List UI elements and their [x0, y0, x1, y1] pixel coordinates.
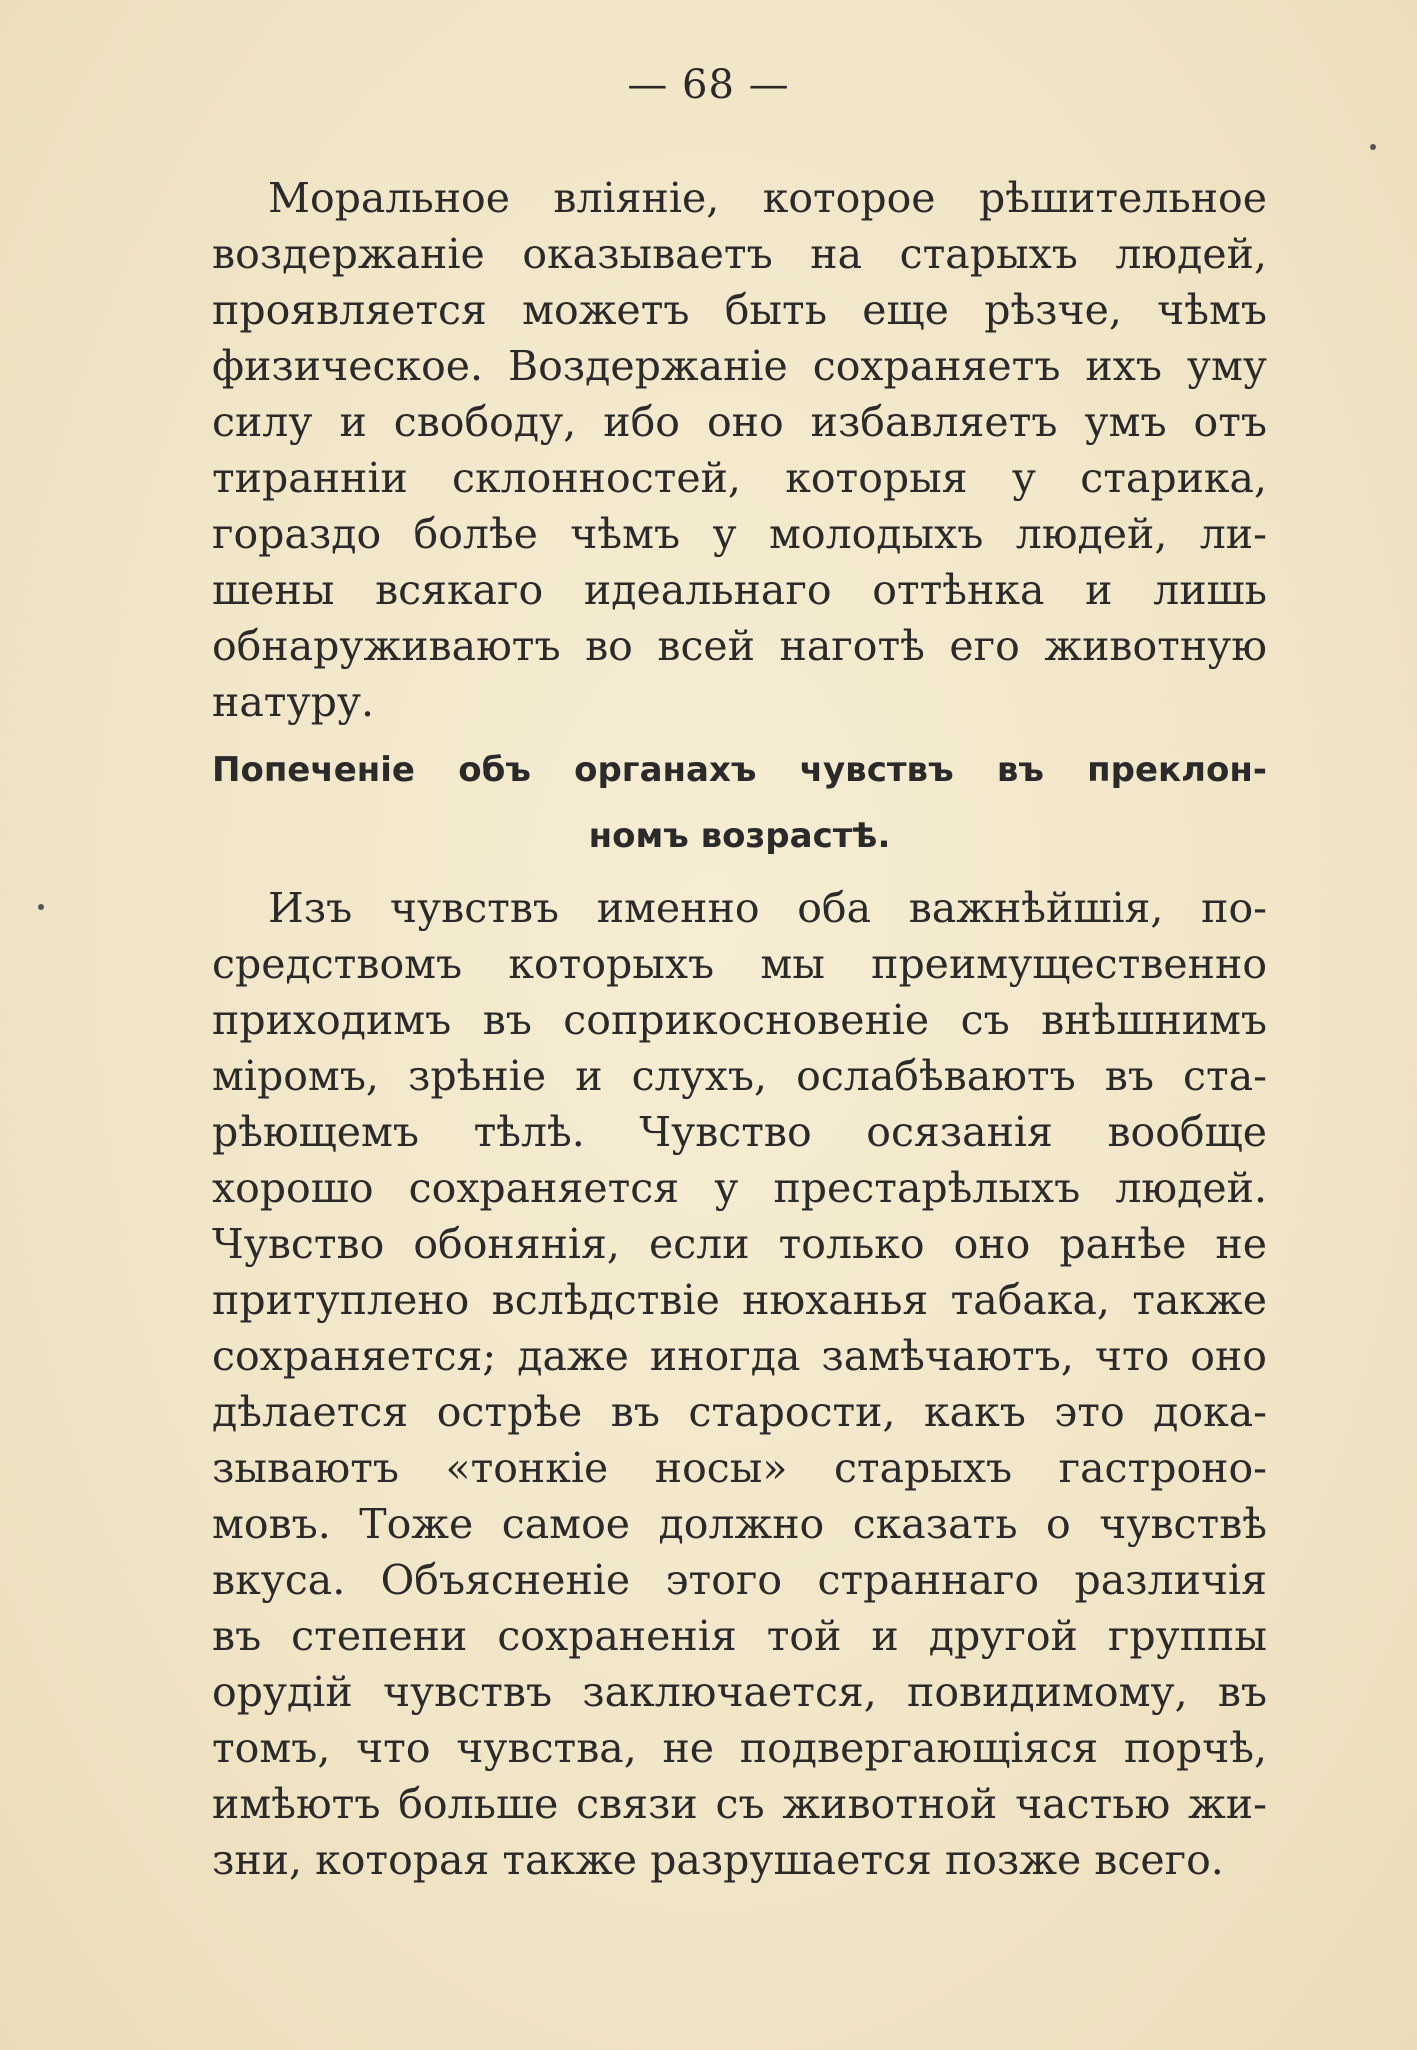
ink-speck [1370, 144, 1376, 150]
text-line: Чувство обонянія, если только оно ранѣе не [212, 1220, 1267, 1268]
text-line: сохраняется; даже иногда замѣчаютъ, что оно [212, 1332, 1267, 1380]
text-line: Изъ чувствъ именно оба важнѣйшія, по- [268, 884, 1267, 932]
text-line: мовъ. Тоже самое должно сказать о чувствѣ [212, 1500, 1267, 1548]
text-line: физическое. Воздержаніе сохраняетъ ихъ уму [212, 342, 1267, 390]
text-line: силу и свободу, ибо оно избавляетъ умъ отъ [212, 398, 1267, 446]
text-line: притуплено вслѣдствіе нюханья табака, также [212, 1276, 1267, 1324]
text-line: томъ, что чувства, не подвергающіяся порчѣ, [212, 1724, 1267, 1772]
text-line: зни, которая также разрушается позже всего. [212, 1836, 1224, 1884]
text-line: средствомъ которыхъ мы преимущественно [212, 940, 1267, 988]
paragraph-moral-influence [212, 170, 1267, 730]
text-line: воздержаніе оказываетъ на старыхъ людей, [212, 230, 1267, 278]
text-line: натуру. [212, 678, 374, 726]
heading-line: Попеченіе объ органахъ чувствъ въ преклон- [212, 750, 1267, 790]
text-line: гораздо болѣе чѣмъ у молодыхъ людей, ли- [212, 510, 1267, 558]
page-number: — 68 — [627, 62, 790, 108]
text-line: рѣющемъ тѣлѣ. Чувство осязанія вообще [212, 1108, 1267, 1156]
text-line: Моральное вліяніе, которое рѣшительное [268, 174, 1267, 222]
paragraph-senses [212, 880, 1267, 1888]
heading-line: номъ возрастѣ. [588, 816, 891, 856]
text-line: орудій чувствъ заключается, повидимому, въ [212, 1668, 1267, 1716]
text-line: въ степени сохраненія той и другой группы [212, 1612, 1267, 1660]
text-line: міромъ, зрѣніе и слухъ, ослабѣваютъ въ ста- [212, 1052, 1267, 1100]
text-line: приходимъ въ соприкосновеніе съ внѣшнимъ [212, 996, 1267, 1044]
text-line: проявляется можетъ быть еще рѣзче, чѣмъ [212, 286, 1267, 334]
text-line: обнаруживаютъ во всей наготѣ его животную [212, 622, 1267, 670]
text-line: тиранніи склонностей, которыя у старика, [212, 454, 1267, 502]
text-line: зываютъ «тонкіе носы» старыхъ гастроно- [212, 1444, 1267, 1492]
text-line: дѣлается острѣе въ старости, какъ это дока- [212, 1388, 1267, 1436]
section-heading [212, 740, 1267, 866]
text-line: вкуса. Объясненіе этого страннаго различія [212, 1556, 1267, 1604]
ink-speck [38, 904, 44, 910]
text-line: имѣютъ больше связи съ животной частью жи- [212, 1780, 1267, 1828]
text-line: хорошо сохраняется у престарѣлыхъ людей. [212, 1164, 1267, 1212]
text-line: шены всякаго идеальнаго оттѣнка и лишь [212, 566, 1267, 614]
